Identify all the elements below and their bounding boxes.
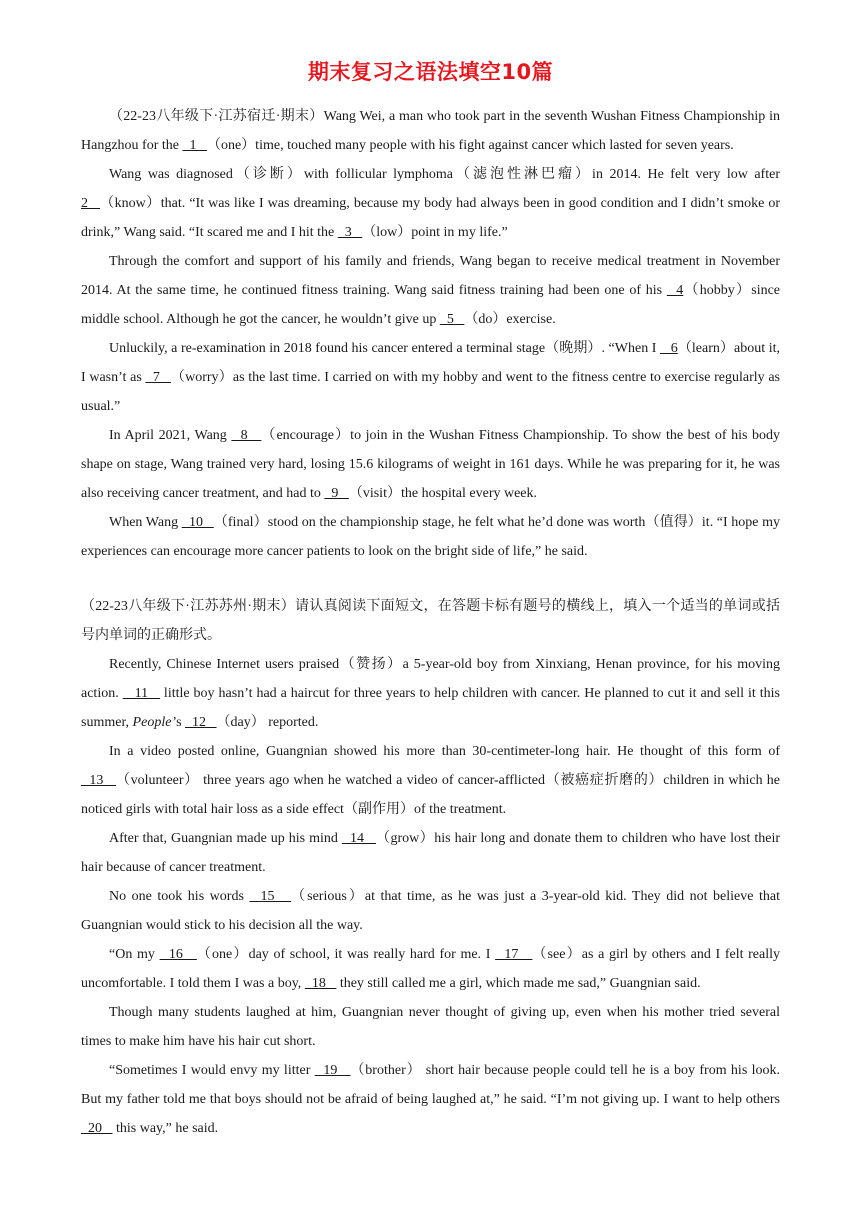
text-run: Though many students laughed at him, Guangnian never thought of giving up, even when his mother tried several times to make him have his hair cut short. bbox=[81, 1005, 780, 1049]
text-run: No one took his words bbox=[109, 889, 250, 904]
answer-blank: 20 bbox=[81, 1121, 113, 1136]
answer-blank: 10 bbox=[181, 515, 214, 530]
answer-blank: 18 bbox=[304, 976, 337, 991]
text-run: （22-23八年级下·江苏宿迁·期末）Wang Wei, a man who took part in the seventh Wushan Fitness Championship in Hangzhou for the bbox=[81, 109, 780, 153]
text-run: （visit）the hospital every week. bbox=[348, 486, 538, 501]
section-instructions: （22-23八年级下·江苏苏州·期末）请认真阅读下面短文，在答题卡标有题号的横线上，填入一个适当的单词或括号内单词的正确形式。 bbox=[81, 599, 780, 643]
paragraph bbox=[81, 882, 780, 940]
answer-blank: 7 bbox=[145, 370, 171, 385]
text-run: （one）time, touched many people with his fight against cancer which lasted for seven years. bbox=[206, 138, 734, 153]
text-run: （volunteer） three years ago when he watched a video of cancer-afflicted（被癌症折磨的）children in which he noticed girls with total hair loss as a side effect（副作用）of the treatment. bbox=[81, 773, 781, 817]
passage-2 bbox=[81, 592, 780, 1143]
answer-blank: 12 bbox=[185, 715, 217, 730]
text-run: （serious）at that time, as he was just a 3-year-old kid. They did not believe that Guangnian would stick to his decision all the way. bbox=[81, 889, 781, 933]
paragraph bbox=[81, 160, 780, 247]
answer-blank: 3 bbox=[337, 225, 363, 240]
answer-blank: 17 bbox=[495, 947, 533, 962]
answer-blank: 5 bbox=[439, 312, 465, 327]
paragraph bbox=[81, 998, 780, 1056]
paragraph bbox=[81, 508, 780, 566]
text-run: （know）that. “It was like I was dreaming, because my body had always been in good condition and I didn’t smoke or drink,” Wang said. “It scared me and I hit the bbox=[81, 196, 780, 240]
text-run: （brother） short hair because people could tell he is a boy from his look. But my father told me that boys should not be afraid of being laughed at,” he said. “I’m not giving up. I want to help others bbox=[81, 1063, 780, 1107]
answer-blank: 19 bbox=[314, 1063, 351, 1078]
text-run: （encourage）to join in the Wushan Fitness Championship. To show the best of his body shape on stage, Wang trained very hard, losing 15.6 kilograms of weight in 161 days. While he was preparing for it, he was also receiving cancer treatment, and had to bbox=[81, 428, 781, 501]
text-run: （worry）as the last time. I carried on with my hobby and went to the fitness centre to exercise regularly as usual.” bbox=[81, 370, 780, 414]
text-run: （final）stood on the championship stage, he felt what he’d done was worth（值得）it. “I hope my experiences can encourage more cancer patients to look on the bright side of life,” he said. bbox=[81, 515, 781, 559]
text-run: “On my bbox=[109, 947, 160, 962]
text-run: s bbox=[176, 715, 186, 730]
answer-blank: 14 bbox=[341, 831, 376, 846]
page-title: 期末复习之语法填空10篇 bbox=[307, 60, 554, 84]
paragraph bbox=[81, 102, 780, 160]
answer-blank: 6 bbox=[660, 341, 678, 356]
text-run: In a video posted online, Guangnian showed his more than 30-centimeter-long hair. He thought of this form of bbox=[109, 744, 780, 759]
text-run: （grow）his hair long and donate them to children who have lost their hair because of cancer treatment. bbox=[81, 831, 780, 875]
paragraph bbox=[81, 334, 780, 421]
text-run: Recently, Chinese Internet users praised（赞扬）a 5-year-old boy from Xinxiang, Henan province, for his moving action. bbox=[81, 657, 780, 701]
text-run: （day） reported. bbox=[216, 715, 319, 730]
text-run: When Wang bbox=[109, 515, 182, 530]
text-run: “Sometimes I would envy my litter bbox=[109, 1063, 315, 1078]
answer-blank: 15 bbox=[249, 889, 292, 904]
answer-blank: 11 bbox=[122, 686, 160, 701]
text-run: After that, Guangnian made up his mind bbox=[109, 831, 342, 846]
passage-1 bbox=[81, 102, 780, 566]
text-run: Unluckily, a re-examination in 2018 found his cancer entered a terminal stage（晚期）. “When I bbox=[109, 341, 661, 356]
italic-text: People’ bbox=[132, 715, 177, 730]
answer-blank: 1 bbox=[182, 138, 207, 153]
paragraph bbox=[81, 247, 780, 334]
paragraph bbox=[81, 940, 780, 998]
answer-blank: 4 bbox=[666, 283, 684, 298]
paragraph bbox=[81, 737, 780, 824]
paragraph bbox=[81, 824, 780, 882]
text-run: （hobby）since middle school. Although he got the cancer, he wouldn’t give up bbox=[81, 283, 781, 327]
text-run: In April 2021, Wang bbox=[109, 428, 232, 443]
text-run: this way,” he said. bbox=[112, 1121, 219, 1136]
text-run: （learn）about it, I wasn’t as bbox=[81, 341, 780, 385]
answer-blank: 2 bbox=[81, 196, 101, 211]
answer-blank: 9 bbox=[324, 486, 349, 501]
text-run: （see）as a girl by others and I felt really uncomfortable. I told them I was a boy, bbox=[81, 947, 781, 991]
answer-blank: 16 bbox=[159, 947, 197, 962]
paragraph bbox=[81, 1056, 780, 1143]
text-run: Through the comfort and support of his family and friends, Wang began to receive medical treatment in November 2014. At the same time, he continued fitness training. Wang said fitness training had been one of his bbox=[81, 254, 780, 298]
text-run: （low）point in my life.” bbox=[362, 225, 508, 240]
paragraph bbox=[81, 650, 780, 737]
text-run: （do）exercise. bbox=[464, 312, 556, 327]
text-run: （one）day of school, it was really hard for me. I bbox=[196, 947, 496, 962]
text-run: little boy hasn’t had a haircut for three years to help children with cancer. He planned to cut it and sell it this summer, bbox=[81, 686, 781, 730]
answer-blank: 13 bbox=[81, 773, 116, 788]
text-run: Wang was diagnosed（诊断）with follicular lymphoma（滤泡性淋巴瘤）in 2014. He felt very low after bbox=[109, 167, 780, 182]
answer-blank: 8 bbox=[231, 428, 262, 443]
paragraph bbox=[81, 421, 780, 508]
text-run: they still called me a girl, which made me sad,” Guangnian said. bbox=[336, 976, 701, 991]
